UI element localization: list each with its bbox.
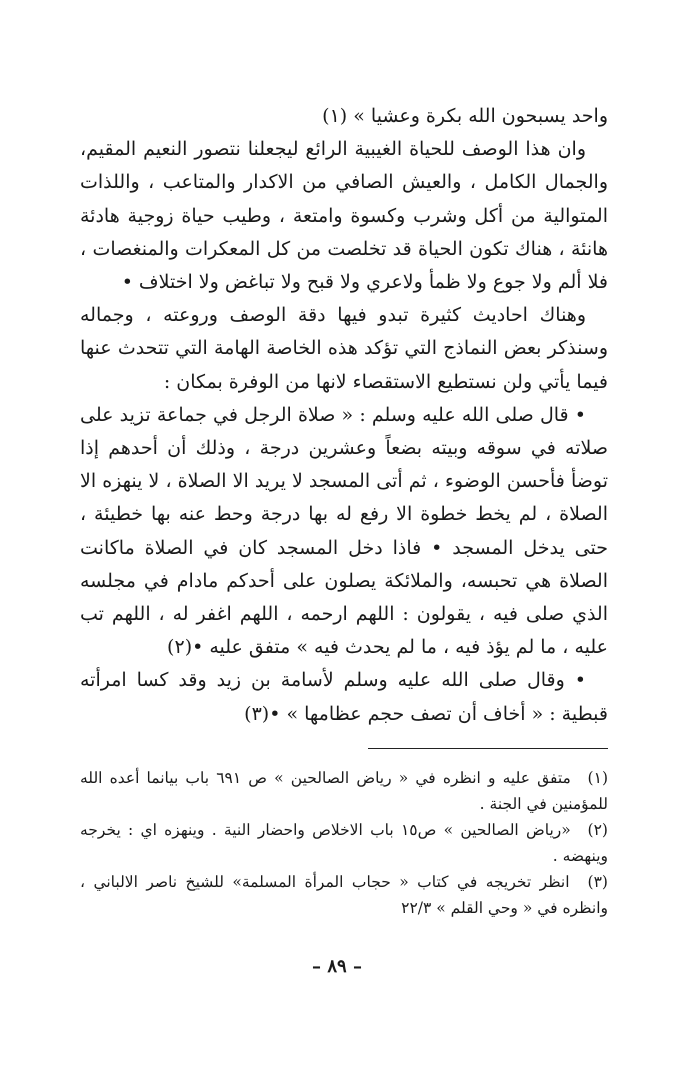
page-number: – ٨٩ – (312, 956, 362, 977)
footnote-number: (١) (587, 769, 608, 787)
footnote-1 (80, 765, 608, 817)
footnote-text: «رياض الصالحين » ص١٥ باب الاخلاص واحضار النية . وينهزه اي : يخرجه وينهضه . (80, 821, 608, 865)
footnote-text: متفق عليه و انظره في « رياض الصالحين » ص ٦٩١ باب بيانما أعده الله للمؤمنين في الجنة . (80, 769, 608, 813)
paragraph-hadith-usama: • وقال صلى الله عليه وسلم لأسامة بن زيد وقد كسا امرأته قبطية : « أخاف أن تصف حجم عظامها » •(٣) (80, 669, 608, 725)
footnote-3 (80, 869, 608, 921)
footnote-2 (80, 817, 608, 869)
paragraph-paradise-description: وان هذا الوصف للحياة الغيبية الرائع ليجعلنا نتصور النعيم المقيم، والجمال الكامل ، والعيش الصافي من الاكدار والمتاعب ، واللذات المتوالية من أكل وشرب وكسوة وامتعة ، وطيب حياة زوجية هادئة هانئة ، هناك تكون الحياة قد تخلصت من كل المعكرات والمنغصات ، فلا ألم ولا جوع ولا ظمأ ولاعري ولا قبح ولا تباغض ولا اختلاف • (80, 138, 608, 294)
footnote-divider (368, 748, 608, 749)
footnotes-block (80, 765, 608, 921)
paragraph-hadith-intro: وهناك احاديث كثيرة تبدو فيها دقة الوصف وروعته ، وجماله وسنذكر بعض النماذج التي تؤكد هذه الخاصة الهامة التي تتحدث عنها فيما يأتي ولن نستطيع الاستقصاء لانها من الوفرة بمكان : (80, 304, 608, 393)
main-text-block (80, 100, 608, 731)
footnote-text: انظر تخريجه في كتاب « حجاب المرأة المسلمة» للشيخ ناصر الالباني ، وانظره في « وحي القلم » ٢٢/٣ (80, 873, 608, 917)
footnote-number: (٢) (587, 821, 608, 839)
paragraph-quran-quote-end: واحد يسبحون الله بكرة وعشيا » (١) (322, 105, 608, 127)
footnote-number: (٣) (587, 873, 608, 891)
paragraph-hadith-prayer: • قال صلى الله عليه وسلم : « صلاة الرجل في جماعة تزيد على صلاته في سوقه وبيته بضعاً وعشرين درجة ، وذلك أن أحدهم إذا توضأ فأحسن الوضوء ، ثم أتى المسجد لا يريد الا الصلاة ، لا ينهزه الا الصلاة ، لم يخط خطوة الا رفع له بها درجة وحط عنه بها خطيئة ، حتى يدخل المسجد • فاذا دخل المسجد كان في الصلاة ماكانت الصلاة هي تحبسه، والملائكة يصلون على أحدكم مادام في مجلسه الذي صلى فيه ، يقولون : اللهم ارحمه ، اللهم اغفر له ، اللهم تب عليه ، ما لم يؤذ فيه ، ما لم يحدث فيه » متفق عليه •(٢) (80, 403, 608, 659)
